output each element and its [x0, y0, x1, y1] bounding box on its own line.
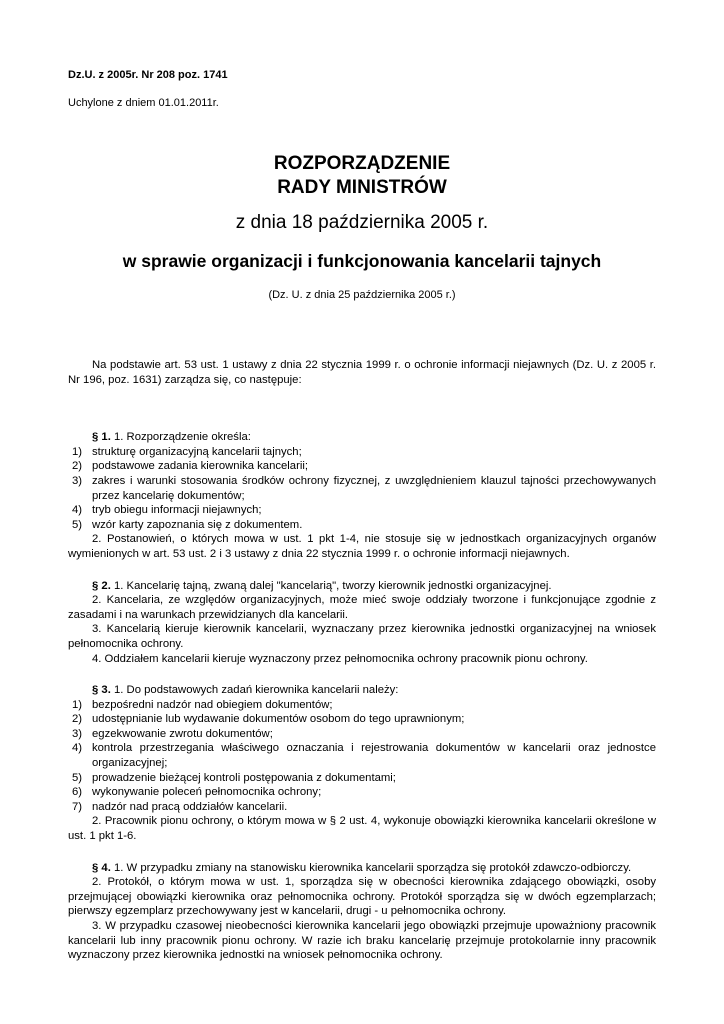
section-3-intro-text: 1. Do podstawowych zadań kierownika kancelarii należy:: [110, 684, 399, 697]
section-1-mark: § 1.: [92, 431, 111, 444]
section-1-intro: [68, 430, 656, 445]
list-item-text: podstawowe zadania kierownika kancelarii;: [92, 460, 309, 473]
list-item: [68, 785, 656, 800]
list-item-text: egzekwowanie zwrotu dokumentów;: [92, 727, 273, 740]
section-2-mark: § 2.: [92, 579, 111, 592]
section-3-paragraph-2: 2. Pracownik pionu ochrony, o którym mowa w § 2 ust. 4, wykonuje obowiązki kierownika kancelarii określone w ust. 1 pkt 1-6.: [68, 815, 656, 843]
list-item-text: tryb obiegu informacji niejawnych;: [92, 504, 262, 517]
list-item: [68, 474, 656, 503]
section-2-paragraph-2: 2. Kancelaria, ze względów organizacyjnych, może mieć swoje oddziały tworzone i funkcjonujące zgodnie z zasadami i na warunkach przewidzianych dla kancelarii.: [68, 594, 656, 621]
issuer-heading: RADY MINISTRÓW: [277, 177, 447, 198]
section-1-intro-text: 1. Rozporządzenie określa:: [110, 431, 251, 444]
list-item-number: 1): [72, 698, 83, 711]
list-item: [68, 727, 656, 742]
list-item: [68, 712, 656, 727]
section-2-paragraph-1-text: 1. Kancelarię tajną, zwaną dalej "kancelarią", tworzy kierownik jednostki organizacyjnej.: [110, 579, 552, 592]
list-item-number: 4): [72, 504, 83, 517]
list-item: [68, 771, 656, 786]
section-3-list: [68, 698, 656, 815]
list-item: [68, 518, 656, 533]
list-item-number: 6): [72, 786, 83, 799]
section-4-paragraph-1-text: 1. W przypadku zmiany na stanowisku kierownika kancelarii sporządza się protokół zdawczo-odbiorczy.: [110, 861, 632, 874]
document-date: z dnia 18 października 2005 r.: [235, 212, 489, 233]
list-item: [68, 503, 656, 518]
section-4-paragraph-3: 3. W przypadku czasowej nieobecności kierownika kancelarii jego obowiązki przejmuje upoważniony pracownik kancelarii lub inny pracownik pionu ochrony. W razie ich braku kancelarię przejmuje protokolarnie inny pracownik wyznaczony przez kierownika jednostki na wniosek pełnomocnika ochrony.: [68, 920, 656, 962]
section-3-mark: § 3.: [92, 684, 111, 697]
document-body: [68, 358, 656, 963]
list-item-number: 2): [72, 460, 83, 473]
list-item-number: 3): [72, 474, 83, 487]
list-item: [68, 800, 656, 815]
list-item-number: 4): [72, 742, 83, 755]
list-item-number: 3): [72, 727, 83, 740]
repeal-note: Uchylone z dniem 01.01.2011r.: [68, 97, 219, 109]
publication-note: (Dz. U. z dnia 25 października 2005 r.): [268, 289, 456, 301]
list-item: [68, 459, 656, 474]
list-item-text: bezpośredni nadzór nad obiegiem dokumentów;: [92, 698, 333, 711]
section-4-mark: § 4.: [92, 861, 111, 874]
section-3-intro: [68, 683, 656, 698]
section-2-paragraph-1: [68, 579, 656, 594]
list-item: [68, 698, 656, 713]
list-item-text: udostępnianie lub wydawanie dokumentów osobom do tego uprawnionym;: [92, 713, 465, 726]
list-item: [68, 741, 656, 770]
list-item-number: 1): [72, 445, 83, 458]
section-4-paragraph-2: 2. Protokół, o którym mowa w ust. 1, sporządza się w obecności kierownika zdającego obowiązki, osoby przejmującej obowiązki kierownika oraz pełnomocnika ochrony. Protokół sporządza się w dwóch egzemplarzach; pierwszy egzemplarz przechowywany jest w kancelarii, drugi - u pełnomocnika ochrony.: [68, 876, 656, 918]
section-2-paragraph-3: 3. Kancelarią kieruje kierownik kancelarii, wyznaczany przez kierownika jednostki organizacyjnej na wniosek pełnomocnika ochrony.: [68, 623, 656, 650]
list-item-text: kontrola przestrzegania właściwego oznaczania i rejestrowania dokumentów w kancelarii oraz jednostce organizacyjnej;: [92, 742, 656, 770]
document-type-heading: ROZPORZĄDZENIE: [273, 153, 451, 174]
list-item-number: 5): [72, 771, 83, 784]
list-item-number: 5): [72, 518, 83, 531]
list-item: [68, 445, 656, 460]
document-subject: w sprawie organizacji i funkcjonowania kancelarii tajnych: [122, 251, 602, 271]
source-reference: Dz.U. z 2005r. Nr 208 poz. 1741: [68, 69, 228, 81]
section-2-paragraph-4: 4. Oddziałem kancelarii kieruje wyznaczony przez pełnomocnika ochrony pracownik pionu ochrony.: [92, 652, 588, 665]
section-4-paragraph-1: [68, 861, 656, 876]
preamble: Na podstawie art. 53 ust. 1 ustawy z dnia 22 stycznia 1999 r. o ochronie informacji niejawnych (Dz. U. z 2005 r. Nr 196, poz. 1631) zarządza się, co następuje:: [68, 359, 656, 386]
list-item-number: 2): [72, 713, 83, 726]
list-item-text: zakres i warunki stosowania środków ochrony fizycznej, z uwzględnieniem klauzul tajności przechowywanych przez kancelarię dokumentów;: [92, 474, 656, 502]
list-item-text: wykonywanie poleceń pełnomocnika ochrony;: [92, 786, 322, 799]
list-item-number: 7): [72, 800, 83, 813]
list-item-text: nadzór nad pracą oddziałów kancelarii.: [92, 800, 288, 813]
section-1-list: [68, 445, 656, 533]
list-item-text: strukturę organizacyjną kancelarii tajnych;: [92, 445, 302, 458]
list-item-text: prowadzenie bieżącej kontroli postępowania z dokumentami;: [92, 771, 396, 784]
list-item-text: wzór karty zapoznania się z dokumentem.: [92, 518, 303, 531]
section-1-paragraph-2: 2. Postanowień, o których mowa w ust. 1 pkt 1-4, nie stosuje się w jednostkach organizacyjnych organów wymienionych w art. 53 ust. 2 i 3 ustawy z dnia 22 stycznia 1999 r. o ochronie informacji niejawnych.: [68, 533, 656, 560]
